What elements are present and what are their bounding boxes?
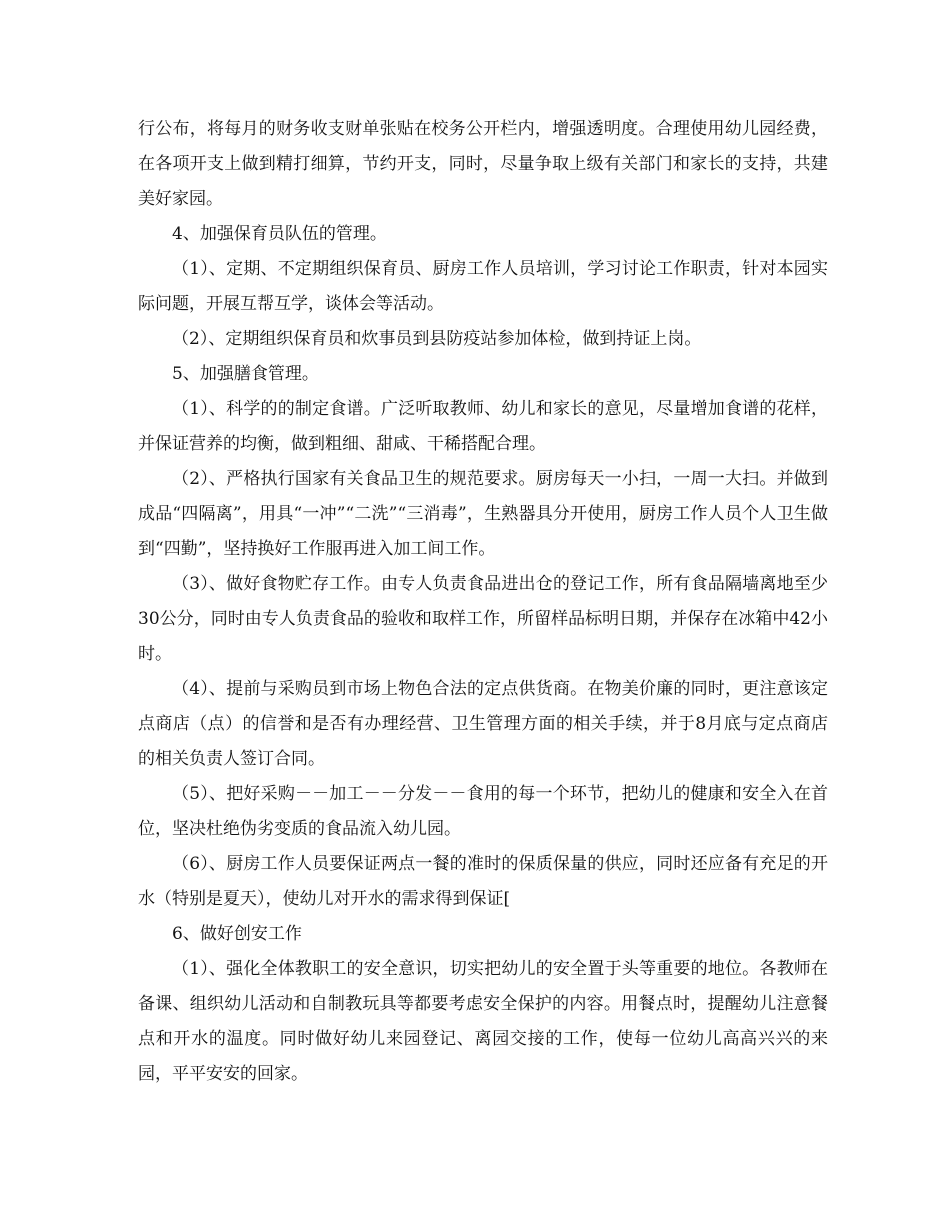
paragraph: 5、加强膳食管理。 [172,364,319,384]
paragraph: （6）、厨房工作人员要保证两点一餐的准时的保质保量的供应，同时还应备有充足的开水（特别是夏天），使幼儿对开水的需求得到保证[ [138,854,828,909]
paragraph: （5）、把好采购－－加工－－分发－－食用的每一个环节，把幼儿的健康和安全入在首位，坚决杜绝伪劣变质的食品流入幼儿园。 [138,784,828,839]
paragraph: 4、加强保育员队伍的管理。 [172,224,387,244]
paragraph: （1）、强化全体教职工的安全意识，切实把幼儿的安全置于头等重要的地位。各教师在备课、组织幼儿活动和自制教玩具等都要考虑安全保护的内容。用餐点时，提醒幼儿注意餐点和开水的温度。同时做好幼儿来园登记、离园交接的工作，使每一位幼儿高高兴兴的来园，平平安安的回家。 [138,959,828,1084]
paragraph: （2）、定期组织保育员和炊事员到县防疫站参加体检，做到持证上岗。 [172,329,702,349]
paragraph: 6、做好创安工作 [172,924,302,944]
paragraph: 行公布，将每月的财务收支财单张贴在校务公开栏内，增强透明度。合理使用幼儿园经费，在各项开支上做到精打细算，节约开支，同时，尽量争取上级有关部门和家长的支持，共建美好家园。 [138,119,828,209]
paragraph: （1）、科学的的制定食谱。广泛听取教师、幼儿和家长的意见，尽量增加食谱的花样，并保证营养的均衡，做到粗细、甜咸、干稀搭配合理。 [138,399,828,454]
paragraph: （2）、严格执行国家有关食品卫生的规范要求。厨房每天一小扫，一周一大扫。并做到成品“四隔离”，用具“一冲”“二洗”“三消毒”，生熟器具分开使用，厨房工作人员个人卫生做到“四勤”，坚持换好工作服再进入加工间工作。 [138,469,828,559]
document-body [138,112,828,1092]
paragraph: （1）、定期、不定期组织保育员、厨房工作人员培训，学习讨论工作职责，针对本园实际问题，开展互帮互学，谈体会等活动。 [138,259,828,314]
paragraph: （4）、提前与采购员到市场上物色合法的定点供货商。在物美价廉的同时，更注意该定点商店（点）的信誉和是否有办理经营、卫生管理方面的相关手续，并于8月底与定点商店的相关负责人签订合同。 [138,679,828,769]
paragraph: （3）、做好食物贮存工作。由专人负责食品进出仓的登记工作，所有食品隔墙离地至少30公分，同时由专人负责食品的验收和取样工作，所留样品标明日期，并保存在冰箱中42小时。 [138,574,828,664]
